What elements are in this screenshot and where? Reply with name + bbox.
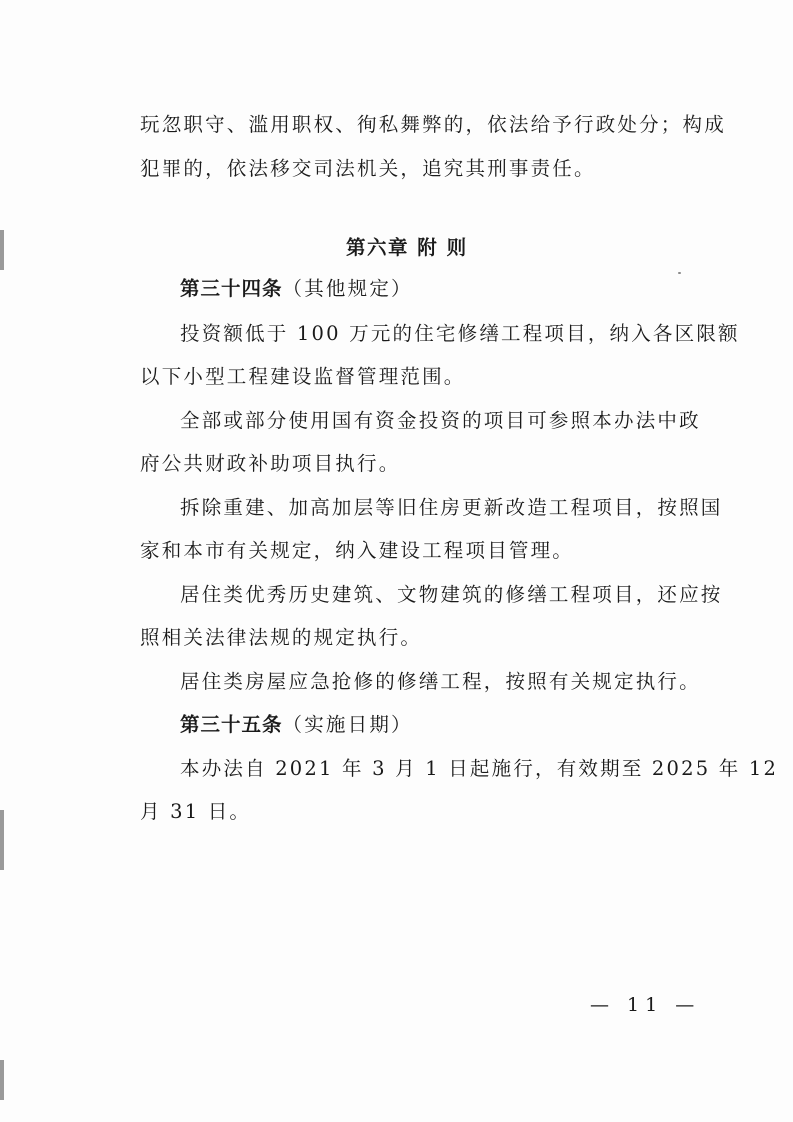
paragraph-line: 以下小型工程建设监督管理范围。	[140, 365, 466, 388]
scan-speck	[678, 272, 681, 274]
paragraph-line: 府公共财政补助项目执行。	[140, 452, 401, 475]
paragraph-line: 居住类房屋应急抢修的修缮工程，按照有关规定执行。	[180, 670, 701, 693]
paragraph-line: 月 31 日。	[140, 800, 252, 823]
scan-edge-mark	[0, 810, 4, 870]
scan-edge-mark	[0, 230, 4, 270]
paragraph-line: 居住类优秀历史建筑、文物建筑的修缮工程项目，还应按	[180, 583, 723, 606]
page-number: — 11 —	[590, 994, 701, 1016]
paragraph-line: 家和本市有关规定，纳入建设工程项目管理。	[140, 539, 575, 562]
chapter-heading: 第六章 附 则	[346, 236, 468, 259]
scan-edge-mark	[0, 1060, 4, 1100]
paragraph-line: 照相关法律法规的规定执行。	[140, 626, 423, 649]
paragraph-line: 本办法自 2021 年 3 月 1 日起施行，有效期至 2025 年 12	[180, 757, 779, 780]
article-title: 第三十五条	[180, 713, 283, 736]
body-text-line: 犯罪的，依法移交司法机关，追究其刑事责任。	[140, 157, 596, 180]
article-header	[180, 275, 413, 303]
article-header	[180, 711, 413, 739]
article-subtitle: （实施日期）	[282, 713, 413, 736]
article-title: 第三十四条	[180, 277, 283, 300]
body-text-line: 玩忽职守、滥用职权、徇私舞弊的，依法给予行政处分；构成	[140, 113, 726, 136]
article-subtitle: （其他规定）	[282, 277, 413, 300]
paragraph-line: 投资额低于 100 万元的住宅修缮工程项目，纳入各区限额	[180, 322, 740, 345]
paragraph-line: 全部或部分使用国有资金投资的项目可参照本办法中政	[180, 409, 701, 432]
paragraph-line: 拆除重建、加高加层等旧住房更新改造工程项目，按照国	[180, 496, 723, 519]
